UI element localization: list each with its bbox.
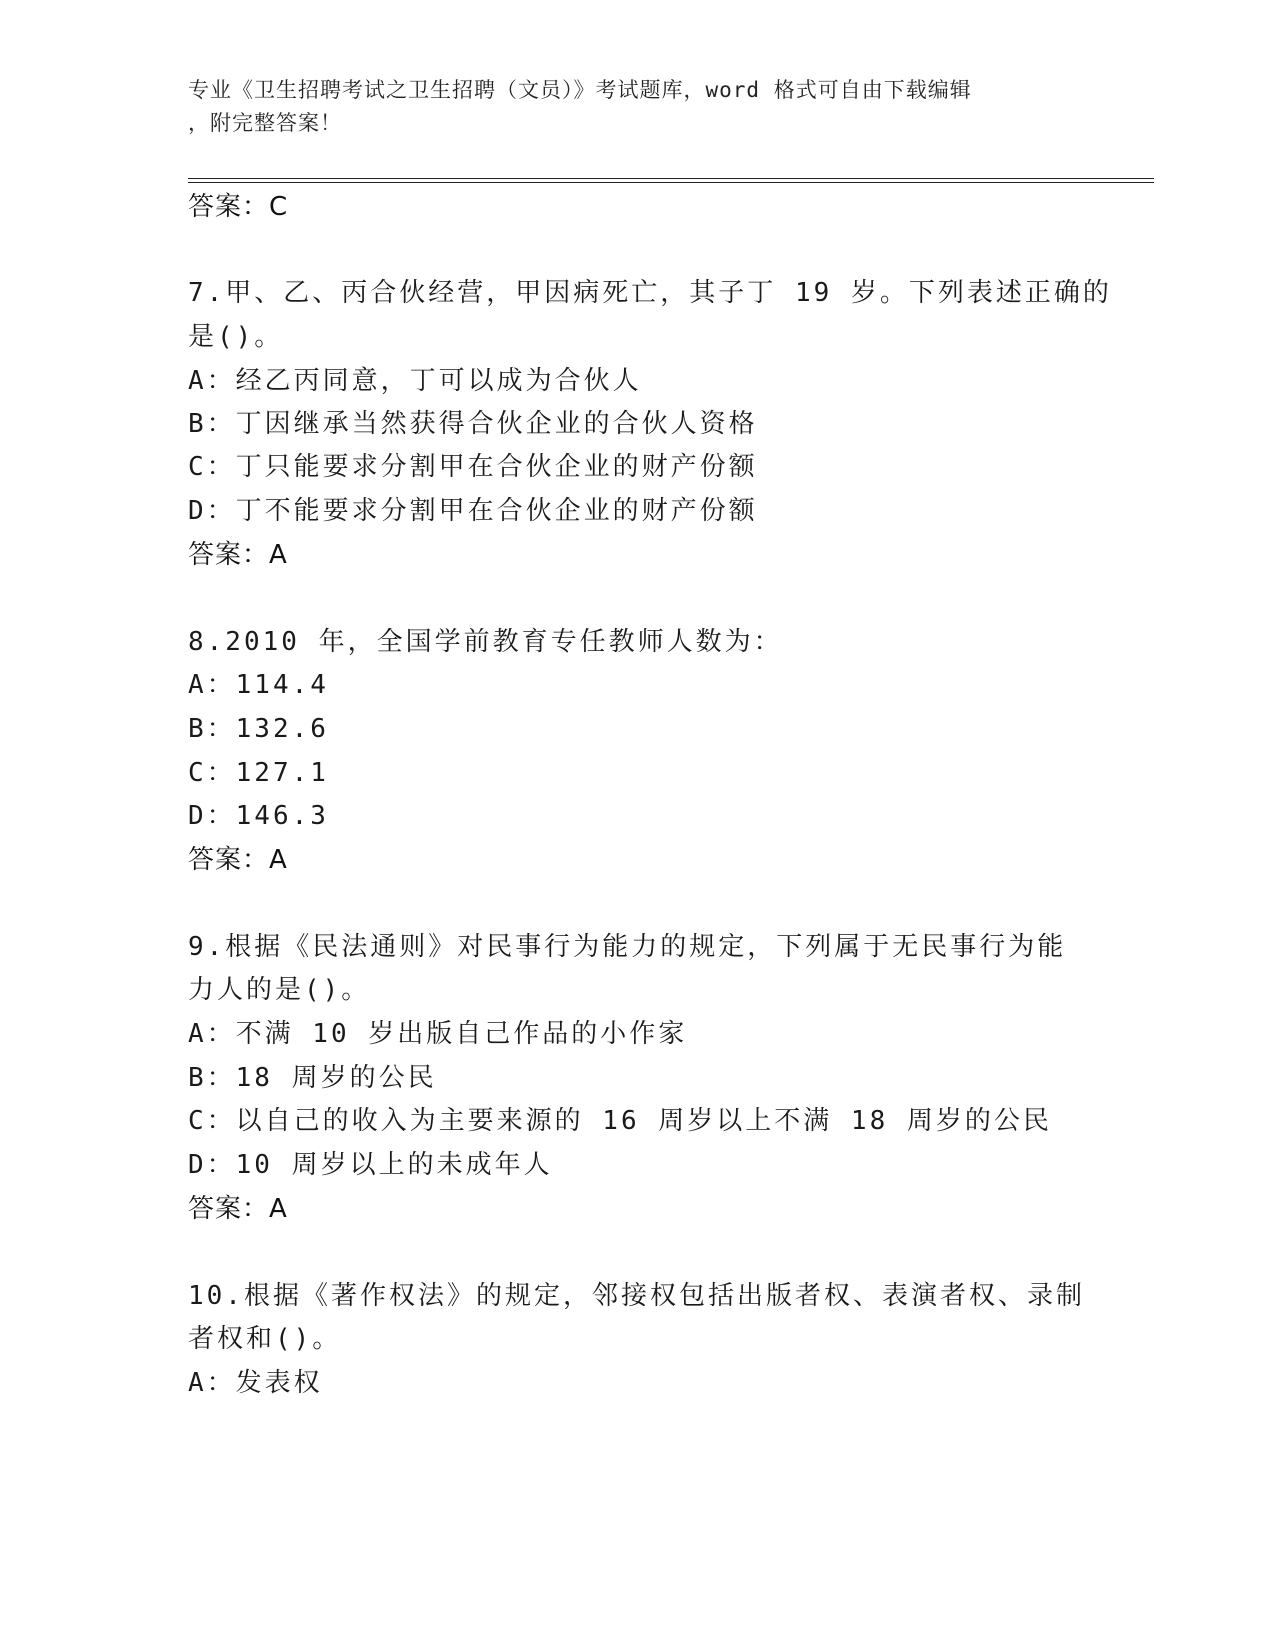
option-line: C：127.1: [188, 758, 329, 788]
option-line: D：丁不能要求分割甲在合伙企业的财产份额: [188, 496, 758, 526]
question-stem: 8.2010 年，全国学前教育专任教师人数为：: [188, 627, 783, 657]
question-stem: 是()。: [188, 322, 284, 352]
question-stem: 者权和()。: [188, 1324, 342, 1354]
question-stem: 7.甲、乙、丙合伙经营，甲因病死亡，其子丁 19 岁。下列表述正确的: [188, 278, 1112, 308]
option-line: B：132.6: [188, 714, 329, 744]
header-line-2: ，附完整答案！: [188, 111, 342, 135]
option-line: C：以自己的收入为主要来源的 16 周岁以上不满 18 周岁的公民: [188, 1106, 1052, 1136]
answer-line: 答案：C: [188, 192, 289, 222]
document-header: [188, 74, 1088, 140]
option-line: A：经乙丙同意，丁可以成为合伙人: [188, 366, 642, 396]
question-stem: 力人的是()。: [188, 975, 371, 1005]
answer-line: 答案：A: [188, 540, 288, 570]
answer-line: 答案：A: [188, 1194, 288, 1224]
option-line: B：18 周岁的公民: [188, 1063, 437, 1093]
option-line: A：不满 10 岁出版自己作品的小作家: [188, 1019, 688, 1049]
option-line: D：10 周岁以上的未成年人: [188, 1150, 553, 1180]
question-stem: 9.根据《民法通则》对民事行为能力的规定，下列属于无民事行为能: [188, 932, 1067, 962]
option-line: D：146.3: [188, 801, 329, 831]
option-line: A：114.4: [188, 670, 329, 700]
answer-line: 答案：A: [188, 845, 288, 875]
option-line: C：丁只能要求分割甲在合伙企业的财产份额: [188, 452, 758, 482]
option-line: B：丁因继承当然获得合伙企业的合伙人资格: [188, 409, 758, 439]
option-line: A：发表权: [188, 1368, 323, 1398]
header-divider: [188, 182, 1154, 183]
question-stem: 10.根据《著作权法》的规定，邻接权包括出版者权、表演者权、录制: [188, 1281, 1085, 1311]
header-divider: [188, 178, 1154, 179]
header-line-1: 专业《卫生招聘考试之卫生招聘（文员）》考试题库，word 格式可自由下载编辑: [188, 78, 972, 102]
